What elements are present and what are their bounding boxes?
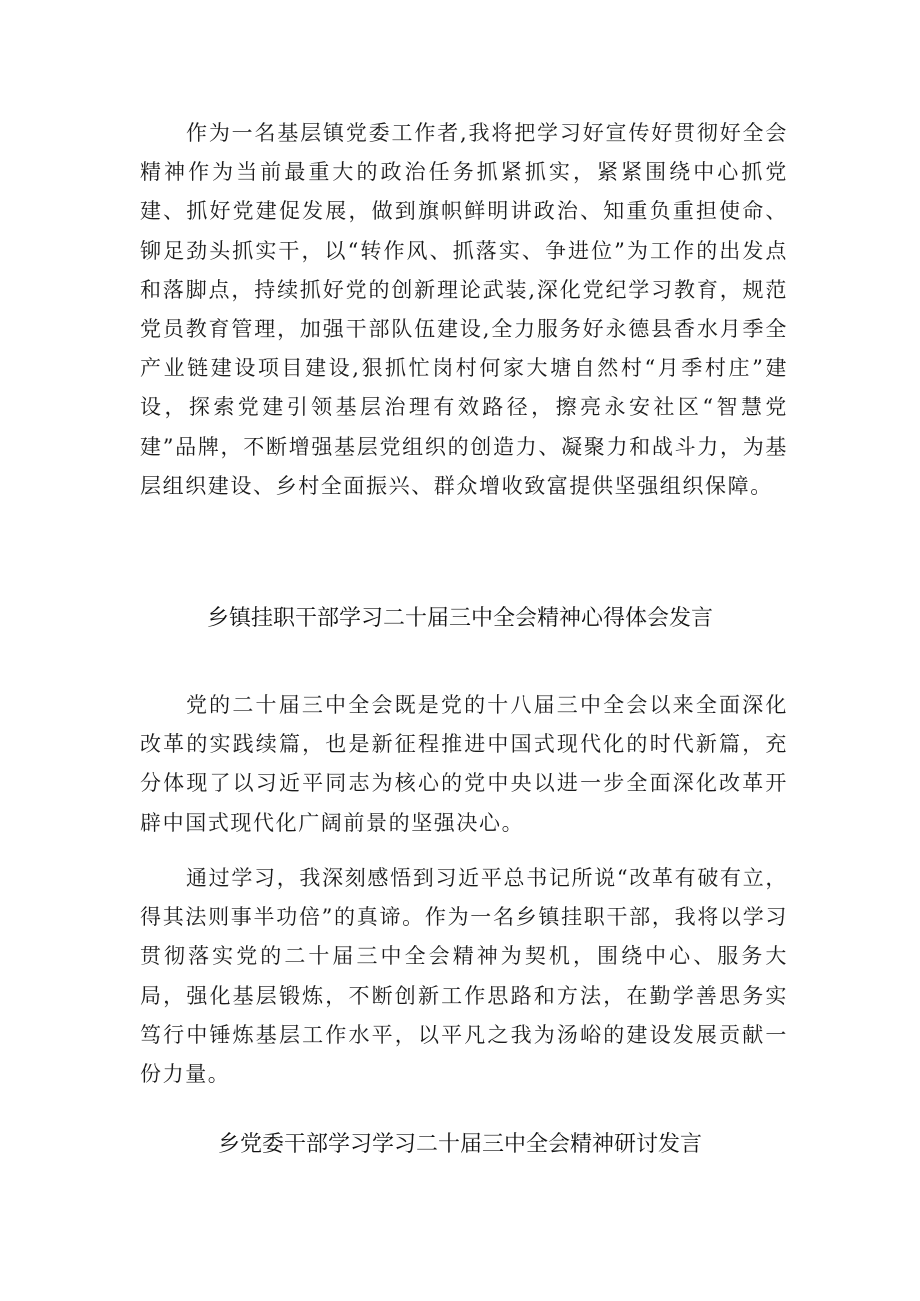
body-paragraph: 党的二十届三中全会既是党的十八届三中全会以来全面深化改革的实践续篇，也是新征程推进中国式现代化的时代新篇，充分体现了以习近平同志为核心的党中央以进一步全面深化改革开辟中国式现代化广阔前景的坚强决心。 [140, 693, 788, 835]
body-paragraph: 通过学习，我深刻感悟到习近平总书记所说“改革有破有立，得其法则事半功倍”的真谛。作为一名乡镇挂职干部，我将以学习贯彻落实党的二十届三中全会精神为契机，围绕中心、服务大局，强化基层锻炼，不断创新工作思路和方法，在勤学善思务实笃行中锤炼基层工作水平，以平凡之我为汤峪的建设发展贡献一份力量。 [140, 866, 788, 1087]
body-paragraph: 作为一名基层镇党委工作者,我将把学习好宣传好贯彻好全会精神作为当前最重大的政治任务抓紧抓实，紧紧围绕中心抓党建、抓好党建促发展，做到旗帜鲜明讲政治、知重负重担使命、铆足劲头抓实干，以“转作风、抓落实、争进位”为工作的出发点和落脚点，持续抓好党的创新理论武装,深化党纪学习教育，规范党员教育管理，加强干部队伍建设,全力服务好永德县香水月季全产业链建设项目建设,狠抓忙岗村何家大塘自然村“月季村庄”建设，探索党建引领基层治理有效路径，擦亮永安社区“智慧党建”品牌，不断增强基层党组织的创造力、凝聚力和战斗力，为基层组织建设、乡村全面振兴、群众增收致富提供坚强组织保障。 [140, 121, 788, 498]
section-heading: 乡党委干部学习学习二十届三中全会精神研讨发言 [217, 1132, 702, 1157]
section-heading: 乡镇挂职干部学习二十届三中全会精神心得体会发言 [206, 606, 713, 631]
